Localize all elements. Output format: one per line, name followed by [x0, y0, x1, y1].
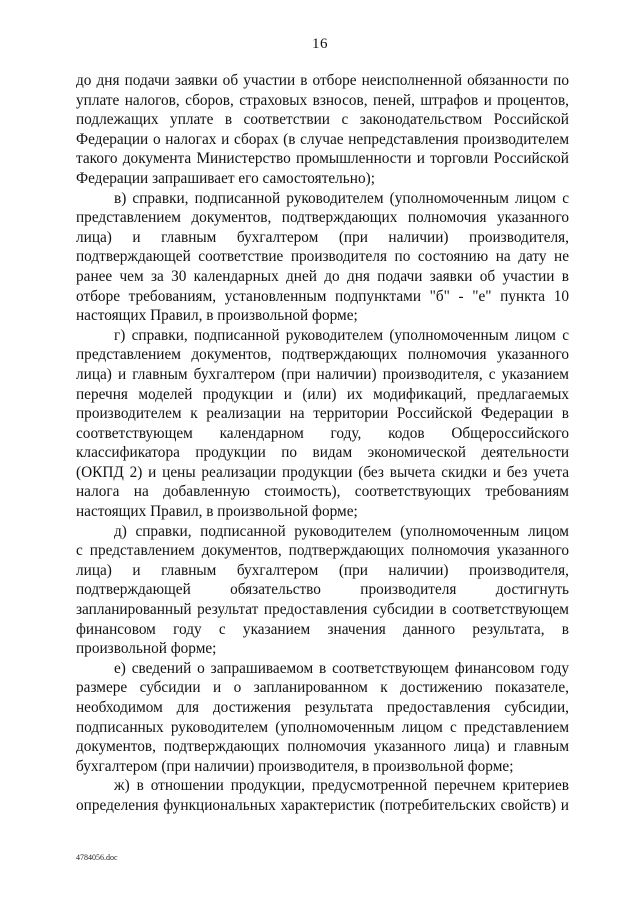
text-line: такого документа Министерство промышленности и торговли Российской: [76, 150, 569, 168]
text-line: определения функциональных характеристик (потребительских свойств) и: [76, 796, 569, 814]
text-line: лица) и главным бухгалтером (при наличии) производителя,: [76, 228, 569, 246]
text-line: Федерации о налогах и сборах (в случае непредставления производителем: [76, 130, 569, 148]
text-line: настоящих Правил, в произвольной форме;: [76, 503, 358, 521]
text-line: перечня моделей продукции и (или) их модификаций, предлагаемых: [76, 385, 569, 403]
text-line: бухгалтером (при наличии) производителя, в произвольной форме;: [76, 757, 514, 775]
text-line: ранее чем за 30 календарных дней до дня подачи заявки об участии в: [76, 267, 569, 285]
text-line: производителем к реализации на территории Российской Федерации в: [76, 405, 569, 423]
text-line: подлежащих уплате в соответствии с законодательством Российской: [76, 111, 569, 129]
text-line: классификатора продукции по видам экономической деятельности: [76, 444, 569, 462]
text-line: произвольной форме;: [76, 640, 217, 658]
page-number: 16: [312, 36, 328, 52]
text-line: соответствующем календарном году, кодов Общероссийского: [76, 424, 569, 442]
text-line: финансовом году с указанием значения данного результата, в: [76, 620, 569, 638]
text-line: (ОКПД 2) и цены реализации продукции (без вычета скидки и без учета: [76, 463, 569, 481]
text-line: е) сведений о запрашиваемом в соответствующем финансовом году: [114, 659, 569, 677]
text-line: подписанных руководителем (уполномоченным лицом с представлением: [76, 718, 569, 736]
text-line: необходимом для достижения результата предоставления субсидии,: [76, 699, 569, 716]
text-line: лица) и главным бухгалтером (при наличии) производителя,: [76, 561, 569, 579]
text-line: подтверждающей обязательство производителя достигнуть: [76, 581, 569, 599]
text-line: отборе требованиям, установленным подпунктами "б" - "е" пункта 10: [76, 287, 569, 305]
text-line: в) справки, подписанной руководителем (уполномоченным лицом с: [114, 189, 569, 207]
text-line: настоящих Правил, в произвольной форме;: [76, 307, 358, 325]
text-line: налога на добавленную стоимость), соответствующих требованиям: [76, 483, 569, 501]
text-line: представлением документов, подтверждающих полномочия указанного: [76, 209, 569, 227]
footer-document-code: 4784056.doc: [76, 853, 118, 862]
text-line: д) справки, подписанной руководителем (уполномоченным лицом: [114, 522, 569, 540]
text-line: с представлением документов, подтверждающих полномочия указанного: [76, 542, 569, 560]
text-line: Федерации запрашивает его самостоятельно);: [76, 169, 375, 187]
document-body: [76, 71, 569, 816]
text-line: уплате налогов, сборов, страховых взносов, пеней, штрафов и процентов,: [76, 91, 569, 109]
text-line: подтверждающей соответствие производителя по состоянию на дату не: [76, 248, 569, 266]
text-line: до дня подачи заявки об участии в отборе неисполненной обязанности по: [76, 72, 569, 89]
text-line: г) справки, подписанной руководителем (уполномоченным лицом с: [114, 326, 569, 344]
text-line: документов, подтверждающих полномочия указанного лица) и главным: [76, 738, 569, 756]
text-line: представлением документов, подтверждающих полномочия указанного: [76, 346, 569, 364]
text-line: ж) в отношении продукции, предусмотренной перечнем критериев: [114, 777, 569, 795]
text-line: лица) и главным бухгалтером (при наличии) производителя, с указанием: [76, 365, 569, 383]
text-line: размере субсидии и о запланированном к достижению показателе,: [76, 679, 569, 697]
text-line: запланированный результат предоставления субсидии в соответствующем: [76, 601, 569, 619]
